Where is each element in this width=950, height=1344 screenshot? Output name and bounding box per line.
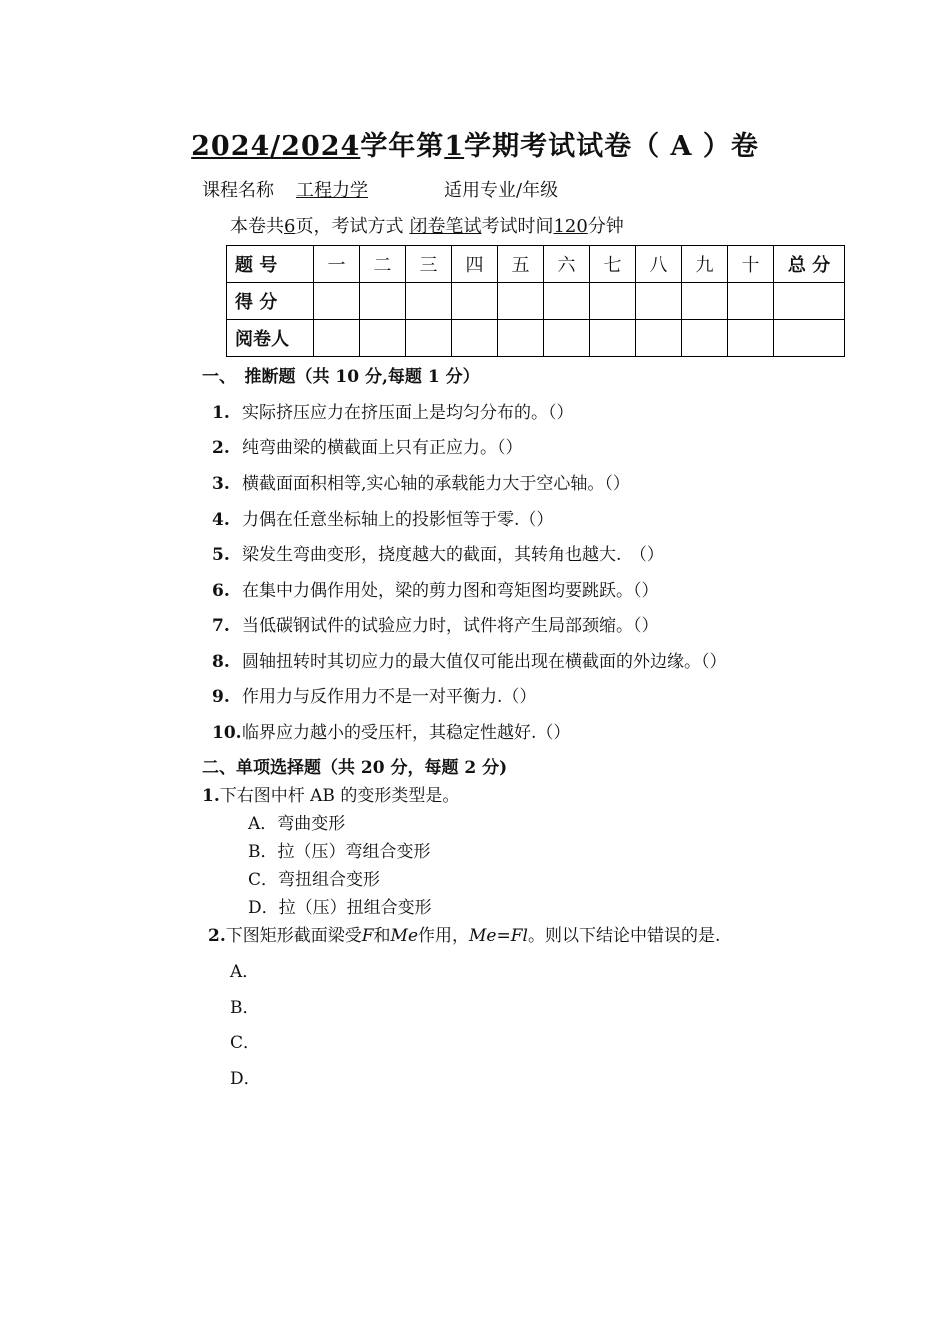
column-header: 三 xyxy=(406,246,452,283)
column-header: 七 xyxy=(590,246,636,283)
section2-title: 二、单项选择题（共 20 分，每题 2 分) xyxy=(202,758,508,778)
question-item xyxy=(212,647,727,672)
question-item xyxy=(212,682,536,707)
title-rest: 学期考试试卷（ A ）卷 xyxy=(464,131,759,162)
reader-cell[interactable] xyxy=(406,320,452,357)
reader-row xyxy=(227,320,845,357)
column-header: 五 xyxy=(498,246,544,283)
option-d: D． xyxy=(230,1069,261,1089)
title-term: 1 xyxy=(444,131,465,162)
reader-total-cell[interactable] xyxy=(774,320,845,357)
score-row-label: 得 分 xyxy=(227,283,314,320)
score-cell[interactable] xyxy=(360,283,406,320)
score-cell[interactable] xyxy=(406,283,452,320)
question-text: 梁发生弯曲变形，挠度越大的截面，其转角也越大. （） xyxy=(242,545,664,565)
question-text: 纯弯曲梁的横截面上只有正应力。（） xyxy=(242,438,523,458)
column-header: 二 xyxy=(360,246,406,283)
reader-cell[interactable] xyxy=(590,320,636,357)
question-text: 作用， xyxy=(418,926,470,946)
option-b: B．拉（压）弯组合变形 xyxy=(248,842,431,862)
score-cell[interactable] xyxy=(314,283,360,320)
score-cell[interactable] xyxy=(636,283,682,320)
score-cell[interactable] xyxy=(452,283,498,320)
question-item xyxy=(212,505,553,530)
question-text: 实际挤压应力在挤压面上是均匀分布的。（） xyxy=(242,403,574,423)
question-number: 1. xyxy=(212,403,230,423)
reader-cell[interactable] xyxy=(452,320,498,357)
column-header: 一 xyxy=(314,246,360,283)
page-count: 6 xyxy=(284,216,296,237)
question-item xyxy=(212,433,523,458)
question-text: 圆轴扭转时其切应力的最大值仅可能出现在横截面的外边缘。（） xyxy=(242,652,727,672)
score-total-cell[interactable] xyxy=(774,283,845,320)
course-label: 课程名称 xyxy=(202,180,274,201)
section1-title: 一、 推断题（共 10 分,每题 1 分） xyxy=(202,367,480,387)
option-c: C．弯扭组合变形 xyxy=(248,870,381,890)
reader-cell[interactable] xyxy=(498,320,544,357)
reader-cell[interactable] xyxy=(682,320,728,357)
question-number: 9. xyxy=(212,687,230,707)
question-number: 2. xyxy=(208,926,226,946)
mc-question-1 xyxy=(202,781,459,806)
score-cell[interactable] xyxy=(682,283,728,320)
header-label: 题 号 xyxy=(227,246,314,283)
column-header: 九 xyxy=(682,246,728,283)
score-row xyxy=(227,283,845,320)
exam-minutes: 120 xyxy=(553,216,588,237)
question-item xyxy=(212,540,664,565)
reader-cell[interactable] xyxy=(314,320,360,357)
question-text: 横截面面积相等,实心轴的承载能力大于空心轴。（） xyxy=(242,474,630,494)
title-year-end: 2024 xyxy=(281,131,361,162)
course-name: 工程力学 xyxy=(296,180,368,201)
option-a: A． xyxy=(230,962,260,982)
score-table xyxy=(226,245,845,357)
title-slash: / xyxy=(270,131,282,162)
score-cell[interactable] xyxy=(728,283,774,320)
mc-question-2 xyxy=(208,921,720,946)
reader-cell[interactable] xyxy=(728,320,774,357)
score-cell[interactable] xyxy=(498,283,544,320)
question-item xyxy=(212,398,574,423)
moment-symbol: Me xyxy=(390,926,419,946)
question-text: 。则以下结论中错误的是. xyxy=(527,926,721,946)
question-number: 3. xyxy=(212,474,230,494)
info-mid2: 考试时间 xyxy=(481,216,554,237)
option-a: A．弯曲变形 xyxy=(248,814,346,834)
question-item xyxy=(212,576,659,601)
question-text: 下图矩形截面梁受 xyxy=(225,926,362,946)
info-pre: 本卷共 xyxy=(230,216,284,237)
question-text: 和 xyxy=(373,926,391,946)
column-header: 六 xyxy=(544,246,590,283)
major-label: 适用专业/年级 xyxy=(444,180,559,201)
info-mid1: 页，考试方式 xyxy=(295,216,404,237)
option-d: D．拉（压）扭组合变形 xyxy=(248,898,432,918)
option-b: B． xyxy=(230,998,260,1018)
course-line xyxy=(202,176,558,202)
force-symbol: F xyxy=(361,926,374,946)
reader-row-label: 阅卷人 xyxy=(227,320,314,357)
question-number: 2. xyxy=(212,438,230,458)
title-mid: 学年第 xyxy=(360,131,445,162)
score-cell[interactable] xyxy=(590,283,636,320)
question-item xyxy=(212,611,659,636)
question-number: 7. xyxy=(212,616,230,636)
question-text: 作用力与反作用力不是一对平衡力.（） xyxy=(242,687,537,707)
title-year-start: 2024 xyxy=(191,131,271,162)
column-header: 四 xyxy=(452,246,498,283)
column-header: 十 xyxy=(728,246,774,283)
question-number: 5. xyxy=(212,545,230,565)
question-number: 6. xyxy=(212,581,230,601)
question-text: 临界应力越小的受压杆，其稳定性越好.（） xyxy=(242,723,571,743)
reader-cell[interactable] xyxy=(636,320,682,357)
reader-cell[interactable] xyxy=(544,320,590,357)
option-c: C． xyxy=(230,1033,261,1053)
question-text: 当低碳钢试件的试验应力时，试件将产生局部颈缩。（） xyxy=(242,616,659,636)
question-item xyxy=(212,718,570,743)
exam-mode: 闭卷笔试 xyxy=(409,216,482,237)
question-item xyxy=(212,469,630,494)
question-number: 8. xyxy=(212,652,230,672)
exam-title xyxy=(0,124,950,163)
exam-info-line xyxy=(230,212,624,238)
question-text: 下右图中杆 AB 的变形类型是。 xyxy=(219,786,460,806)
question-number: 10. xyxy=(212,723,242,743)
score-header-row xyxy=(227,246,845,283)
score-cell[interactable] xyxy=(544,283,590,320)
reader-cell[interactable] xyxy=(360,320,406,357)
question-text: 力偶在任意坐标轴上的投影恒等于零.（） xyxy=(242,510,554,530)
column-header: 八 xyxy=(636,246,682,283)
info-post: 分钟 xyxy=(587,216,624,237)
question-number: 1. xyxy=(202,786,220,806)
question-text: 在集中力偶作用处，梁的剪力图和弯矩图均要跳跃。（） xyxy=(242,581,659,601)
question-number: 4. xyxy=(212,510,230,530)
formula: Me=Fl xyxy=(469,926,528,946)
total-header: 总 分 xyxy=(774,246,845,283)
